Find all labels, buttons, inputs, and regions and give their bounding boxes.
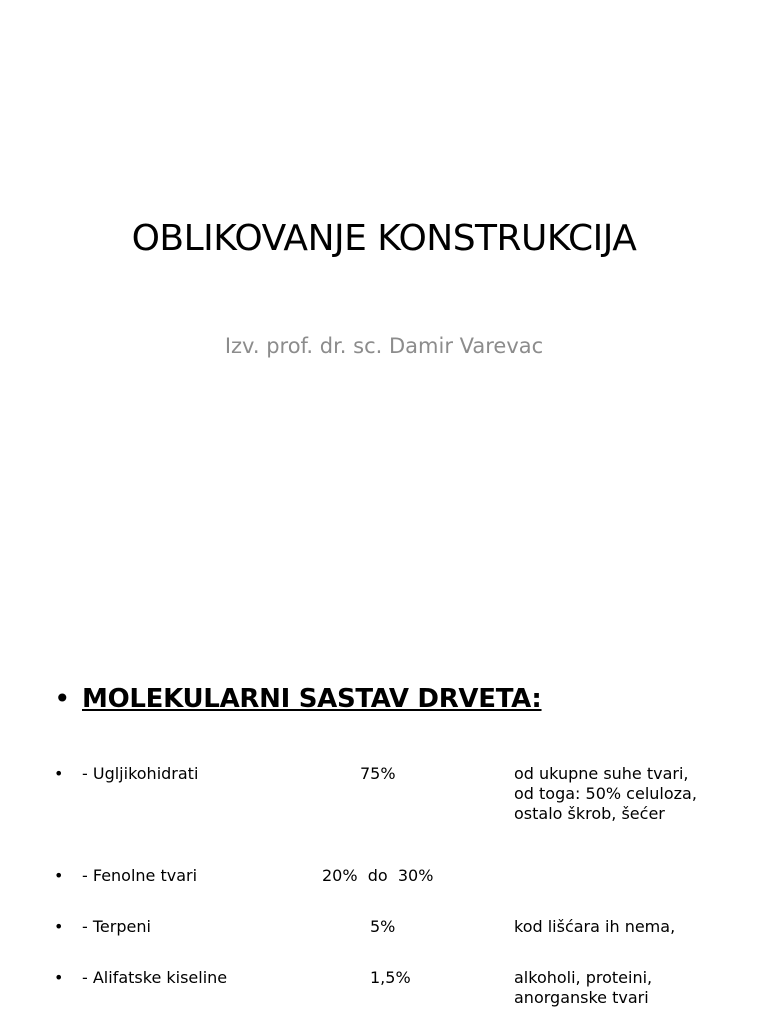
note-line: ostalo škrob, šećer <box>514 804 665 823</box>
section-bullet: • <box>54 682 71 715</box>
note-line: alkoholi, proteini, <box>514 968 653 987</box>
note-line: kod lišćara ih nema, <box>514 917 676 936</box>
component-value: 1,5% <box>370 968 411 987</box>
note-line: od toga: 50% celuloza, <box>514 784 697 803</box>
list-bullet: • <box>54 866 64 885</box>
note-line: anorganske tvari <box>514 988 649 1007</box>
slide-title: OBLIKOVANJE KONSTRUKCIJA <box>131 218 637 259</box>
list-bullet: • <box>54 968 64 987</box>
component-name: - Alifatske kiseline <box>82 968 228 987</box>
component-value: 20% do 30% <box>322 866 434 885</box>
component-name: - Ugljikohidrati <box>82 764 199 783</box>
component-name: - Terpeni <box>82 917 151 936</box>
component-value: 5% <box>370 917 396 936</box>
component-value: 75% <box>360 764 396 783</box>
list-bullet: • <box>54 764 64 783</box>
component-name: - Fenolne tvari <box>82 866 198 885</box>
slide-subtitle: Izv. prof. dr. sc. Damir Varevac <box>224 334 544 358</box>
list-bullet: • <box>54 917 64 936</box>
component-note <box>514 764 697 824</box>
component-note <box>514 917 675 937</box>
note-line: od ukupne suhe tvari, <box>514 764 689 783</box>
component-note <box>514 968 652 1008</box>
section-heading: MOLEKULARNI SASTAV DRVETA: <box>82 684 542 714</box>
